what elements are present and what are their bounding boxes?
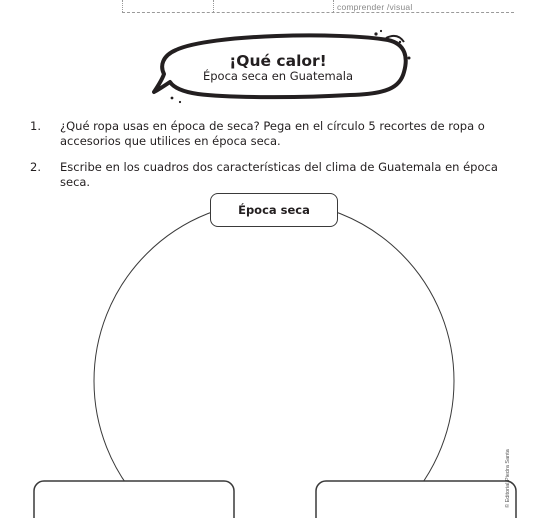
publisher-credit: © Editorial Piedra Santa <box>505 449 511 508</box>
instruction-text: ¿Qué ropa usas en época de seca? Pega en el círculo 5 recortes de ropa o accesorios que utilices en época seca. <box>60 119 485 148</box>
season-label: Época seca <box>238 203 310 217</box>
instruction-text: Escribe en los cuadros dos características del clima de Guatemala en época seca. <box>60 160 498 189</box>
season-label-box <box>210 193 338 227</box>
instruction-number: 1. <box>30 119 41 133</box>
skill-tag: comprender /visual <box>337 2 413 12</box>
banner-title: ¡Qué calor! <box>229 52 327 70</box>
banner-subtitle: Época seca en Guatemala <box>202 69 354 83</box>
instruction-number: 2. <box>30 160 41 174</box>
answer-box-right <box>316 481 516 518</box>
collage-circle <box>94 201 454 518</box>
answer-box-left <box>34 481 234 518</box>
